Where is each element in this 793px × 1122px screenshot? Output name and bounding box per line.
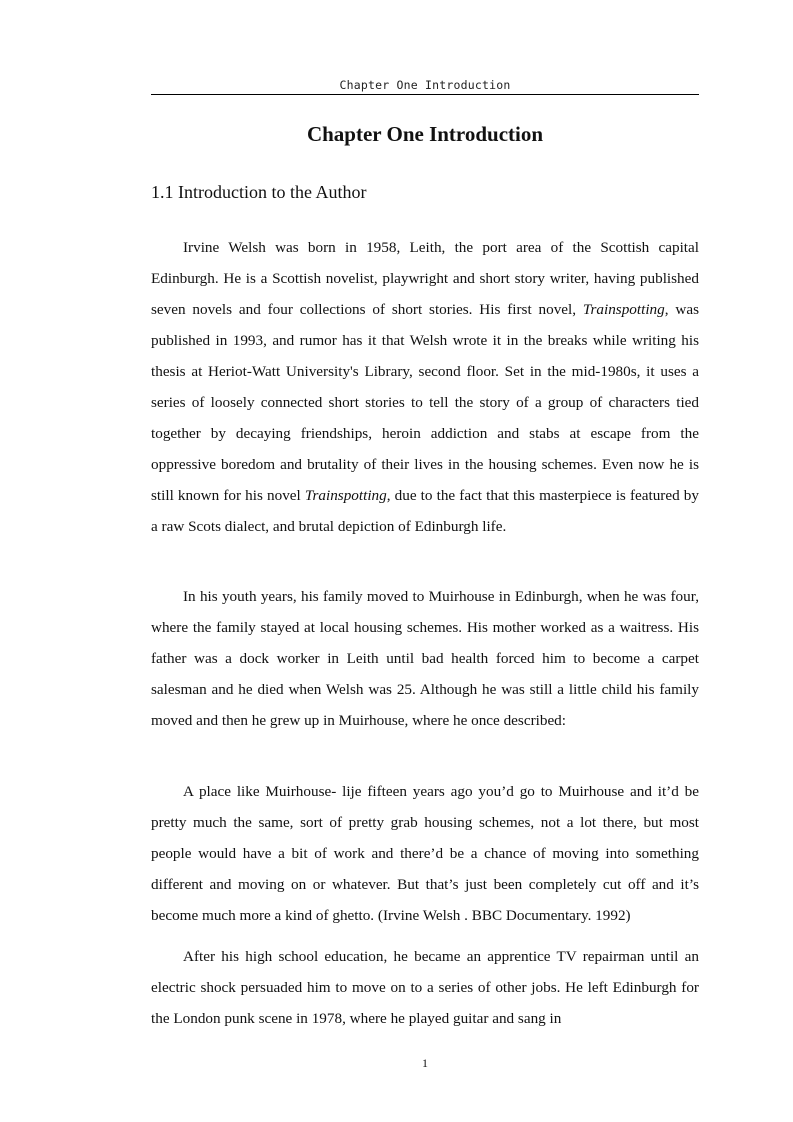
paragraph-1 <box>151 232 699 542</box>
paragraph-1-text-c: , was published in 1993, and rumor has it that Welsh wrote it in the breaks while writing his thesis at Heriot-Watt University's Library, second floor. Set in the mid-1980s, it uses a series of loosely connected short stories to tell the story of a group of characters tied together by decaying friendships, heroin addiction and stabs at escape from the oppressive boredom and brutality of their lives in the housing schemes. Even now he is still known for his novel <box>151 301 699 504</box>
book-title-trainspotting: Trainspotting <box>582 301 665 318</box>
section-heading: 1.1 Introduction to the Author <box>151 182 367 202</box>
chapter-title: Chapter One Introduction <box>306 122 544 146</box>
paragraph-4-text: After his high school education, he became an apprentice TV repairman until an electric shock persuaded him to move on to a series of other jobs. He left Edinburgh for the London punk scene in 1978, where he played guitar and sang in <box>151 948 699 1027</box>
paragraph-1-text-e: , due to the fact that this masterpiece is featured by a raw Scots dialect, and brutal depiction of Edinburgh life. <box>151 487 699 535</box>
paragraph-2-text: In his youth years, his family moved to Muirhouse in Edinburgh, when he was four, where the family stayed at local housing schemes. His mother worked as a waitress. His father was a dock worker in Leith until bad health forced him to become a carpet salesman and he died when Welsh was 25. Although he was still a little child his family moved and then he grew up in Muirhouse, where he once described: <box>151 588 699 729</box>
paragraph-1-text-a: Irvine Welsh was born in 1958, Leith, the port area of the Scottish capital Edinburgh. He is a Scottish novelist, playwright and short story writer, having published seven novels and four collections of short stories. His first novel, <box>151 239 699 318</box>
block-quote <box>151 776 699 931</box>
page-number: 1 <box>422 1056 428 1070</box>
paragraph-2 <box>151 581 699 736</box>
block-quote-text: A place like Muirhouse- lije fifteen years ago you’d go to Muirhouse and it’d be pretty much the same, sort of pretty grab housing schemes, not a lot there, but most people would have a bit of work and there’d be a chance of moving into something different and moving on or whatever. But that’s just been completely cut off and it’s become much more a kind of ghetto. (Irvine Welsh . BBC Documentary. 1992) <box>151 783 699 924</box>
book-title-trainspotting: Trainspotting <box>304 487 387 504</box>
paragraph-4 <box>151 941 699 1034</box>
running-header: Chapter One Introduction <box>339 78 511 92</box>
header-rule <box>151 94 699 95</box>
